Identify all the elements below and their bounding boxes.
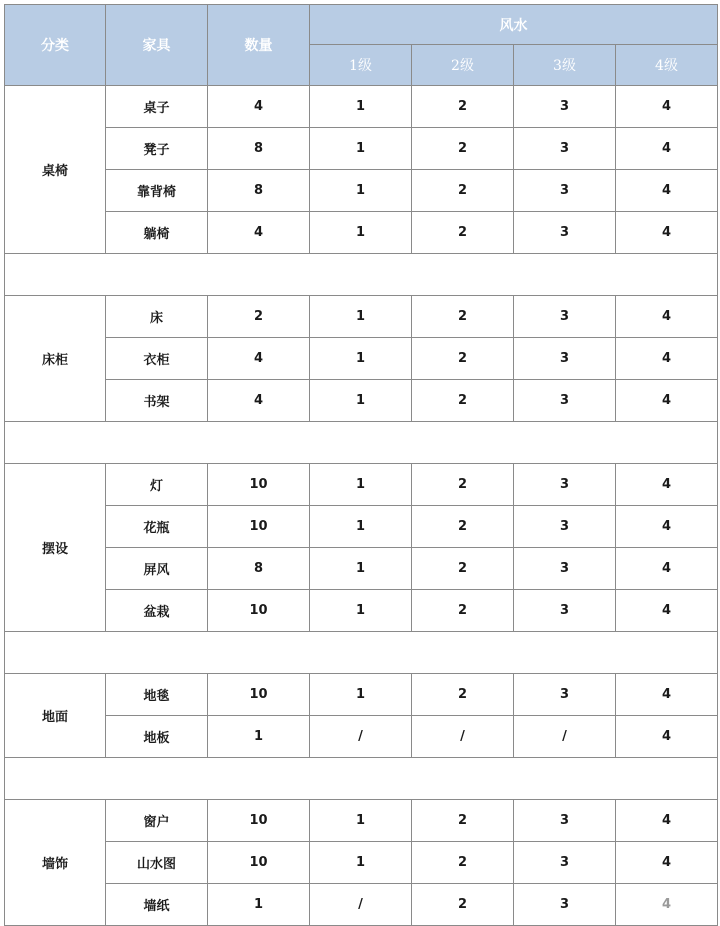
group-separator — [5, 758, 718, 800]
quantity-cell: 4 — [208, 212, 310, 254]
group-separator — [5, 422, 718, 464]
furniture-name-cell: 墙纸 — [106, 884, 208, 926]
level-1-cell: 1 — [310, 590, 412, 632]
furniture-name-cell: 靠背椅 — [106, 170, 208, 212]
category-cell: 床柜 — [5, 296, 106, 422]
quantity-cell: 10 — [208, 590, 310, 632]
furniture-name-cell: 屏风 — [106, 548, 208, 590]
level-4-cell: 4 — [616, 86, 718, 128]
level-2-cell: 2 — [412, 884, 514, 926]
level-2-cell: 2 — [412, 338, 514, 380]
header-category: 分类 — [5, 5, 106, 86]
table-row — [5, 170, 718, 212]
level-2-cell: 2 — [412, 212, 514, 254]
table-row — [5, 590, 718, 632]
quantity-cell: 10 — [208, 674, 310, 716]
table-row — [5, 338, 718, 380]
table-body — [5, 86, 718, 926]
level-1-cell: / — [310, 884, 412, 926]
level-4-cell: 4 — [616, 338, 718, 380]
level-2-cell: 2 — [412, 506, 514, 548]
quantity-cell: 8 — [208, 170, 310, 212]
level-2-cell: 2 — [412, 548, 514, 590]
level-3-cell: 3 — [514, 338, 616, 380]
furniture-name-cell: 衣柜 — [106, 338, 208, 380]
level-1-cell: / — [310, 716, 412, 758]
level-4-cell: 4 — [616, 464, 718, 506]
level-3-cell: 3 — [514, 548, 616, 590]
table-row — [5, 674, 718, 716]
level-2-cell: 2 — [412, 842, 514, 884]
furniture-name-cell: 灯 — [106, 464, 208, 506]
table-row — [5, 800, 718, 842]
furniture-name-cell: 床 — [106, 296, 208, 338]
level-1-cell: 1 — [310, 464, 412, 506]
table-row — [5, 128, 718, 170]
quantity-cell: 4 — [208, 86, 310, 128]
quantity-cell: 4 — [208, 380, 310, 422]
level-2-cell: 2 — [412, 674, 514, 716]
level-4-cell: 4 — [616, 548, 718, 590]
level-4-cell: 4 — [616, 884, 718, 926]
category-cell: 摆设 — [5, 464, 106, 632]
furniture-name-cell: 窗户 — [106, 800, 208, 842]
level-3-cell: 3 — [514, 296, 616, 338]
level-3-cell: 3 — [514, 884, 616, 926]
level-2-cell: 2 — [412, 590, 514, 632]
level-4-cell: 4 — [616, 212, 718, 254]
level-4-cell: 4 — [616, 380, 718, 422]
header-level-2: 2级 — [412, 45, 514, 86]
category-cell: 墙饰 — [5, 800, 106, 926]
separator-cell — [5, 632, 718, 674]
group-separator — [5, 254, 718, 296]
quantity-cell: 4 — [208, 338, 310, 380]
level-1-cell: 1 — [310, 800, 412, 842]
table-row — [5, 716, 718, 758]
level-3-cell: 3 — [514, 800, 616, 842]
quantity-cell: 10 — [208, 842, 310, 884]
table-row — [5, 548, 718, 590]
level-4-cell: 4 — [616, 800, 718, 842]
level-2-cell: 2 — [412, 170, 514, 212]
level-3-cell: 3 — [514, 674, 616, 716]
level-3-cell: 3 — [514, 842, 616, 884]
level-2-cell: 2 — [412, 464, 514, 506]
quantity-cell: 10 — [208, 464, 310, 506]
table-row — [5, 212, 718, 254]
table-row — [5, 506, 718, 548]
furniture-name-cell: 山水图 — [106, 842, 208, 884]
level-3-cell: / — [514, 716, 616, 758]
level-4-cell: 4 — [616, 296, 718, 338]
quantity-cell: 8 — [208, 128, 310, 170]
level-3-cell: 3 — [514, 128, 616, 170]
quantity-cell: 1 — [208, 716, 310, 758]
quantity-cell: 8 — [208, 548, 310, 590]
level-4-cell: 4 — [616, 170, 718, 212]
level-3-cell: 3 — [514, 86, 616, 128]
quantity-cell: 10 — [208, 506, 310, 548]
furniture-name-cell: 盆栽 — [106, 590, 208, 632]
quantity-cell: 1 — [208, 884, 310, 926]
level-1-cell: 1 — [310, 338, 412, 380]
level-1-cell: 1 — [310, 674, 412, 716]
level-4-cell: 4 — [616, 506, 718, 548]
level-4-cell: 4 — [616, 842, 718, 884]
level-2-cell: 2 — [412, 380, 514, 422]
level-3-cell: 3 — [514, 212, 616, 254]
table-row — [5, 86, 718, 128]
level-1-cell: 1 — [310, 86, 412, 128]
furniture-name-cell: 地板 — [106, 716, 208, 758]
level-2-cell: 2 — [412, 800, 514, 842]
table-row — [5, 842, 718, 884]
table-row — [5, 884, 718, 926]
level-3-cell: 3 — [514, 464, 616, 506]
separator-cell — [5, 422, 718, 464]
separator-cell — [5, 254, 718, 296]
group-separator — [5, 632, 718, 674]
level-2-cell: / — [412, 716, 514, 758]
level-2-cell: 2 — [412, 128, 514, 170]
level-3-cell: 3 — [514, 590, 616, 632]
level-1-cell: 1 — [310, 128, 412, 170]
level-4-cell: 4 — [616, 716, 718, 758]
furniture-name-cell: 躺椅 — [106, 212, 208, 254]
header-fengshui: 风水 — [310, 5, 718, 45]
level-3-cell: 3 — [514, 170, 616, 212]
furniture-name-cell: 地毯 — [106, 674, 208, 716]
level-1-cell: 1 — [310, 170, 412, 212]
table-row — [5, 464, 718, 506]
table-header — [5, 5, 718, 86]
level-4-cell: 4 — [616, 128, 718, 170]
header-level-1: 1级 — [310, 45, 412, 86]
level-1-cell: 1 — [310, 212, 412, 254]
separator-cell — [5, 758, 718, 800]
table-row — [5, 380, 718, 422]
quantity-cell: 10 — [208, 800, 310, 842]
level-4-cell: 4 — [616, 590, 718, 632]
level-1-cell: 1 — [310, 506, 412, 548]
furniture-fengshui-table — [4, 4, 718, 926]
header-quantity: 数量 — [208, 5, 310, 86]
furniture-name-cell: 花瓶 — [106, 506, 208, 548]
table-row — [5, 296, 718, 338]
level-2-cell: 2 — [412, 86, 514, 128]
level-1-cell: 1 — [310, 380, 412, 422]
level-1-cell: 1 — [310, 548, 412, 590]
level-1-cell: 1 — [310, 842, 412, 884]
category-cell: 桌椅 — [5, 86, 106, 254]
header-level-4: 4级 — [616, 45, 718, 86]
level-3-cell: 3 — [514, 506, 616, 548]
furniture-name-cell: 桌子 — [106, 86, 208, 128]
level-2-cell: 2 — [412, 296, 514, 338]
category-cell: 地面 — [5, 674, 106, 758]
level-1-cell: 1 — [310, 296, 412, 338]
level-4-cell: 4 — [616, 674, 718, 716]
level-3-cell: 3 — [514, 380, 616, 422]
furniture-name-cell: 凳子 — [106, 128, 208, 170]
header-furniture: 家具 — [106, 5, 208, 86]
quantity-cell: 2 — [208, 296, 310, 338]
header-level-3: 3级 — [514, 45, 616, 86]
furniture-name-cell: 书架 — [106, 380, 208, 422]
